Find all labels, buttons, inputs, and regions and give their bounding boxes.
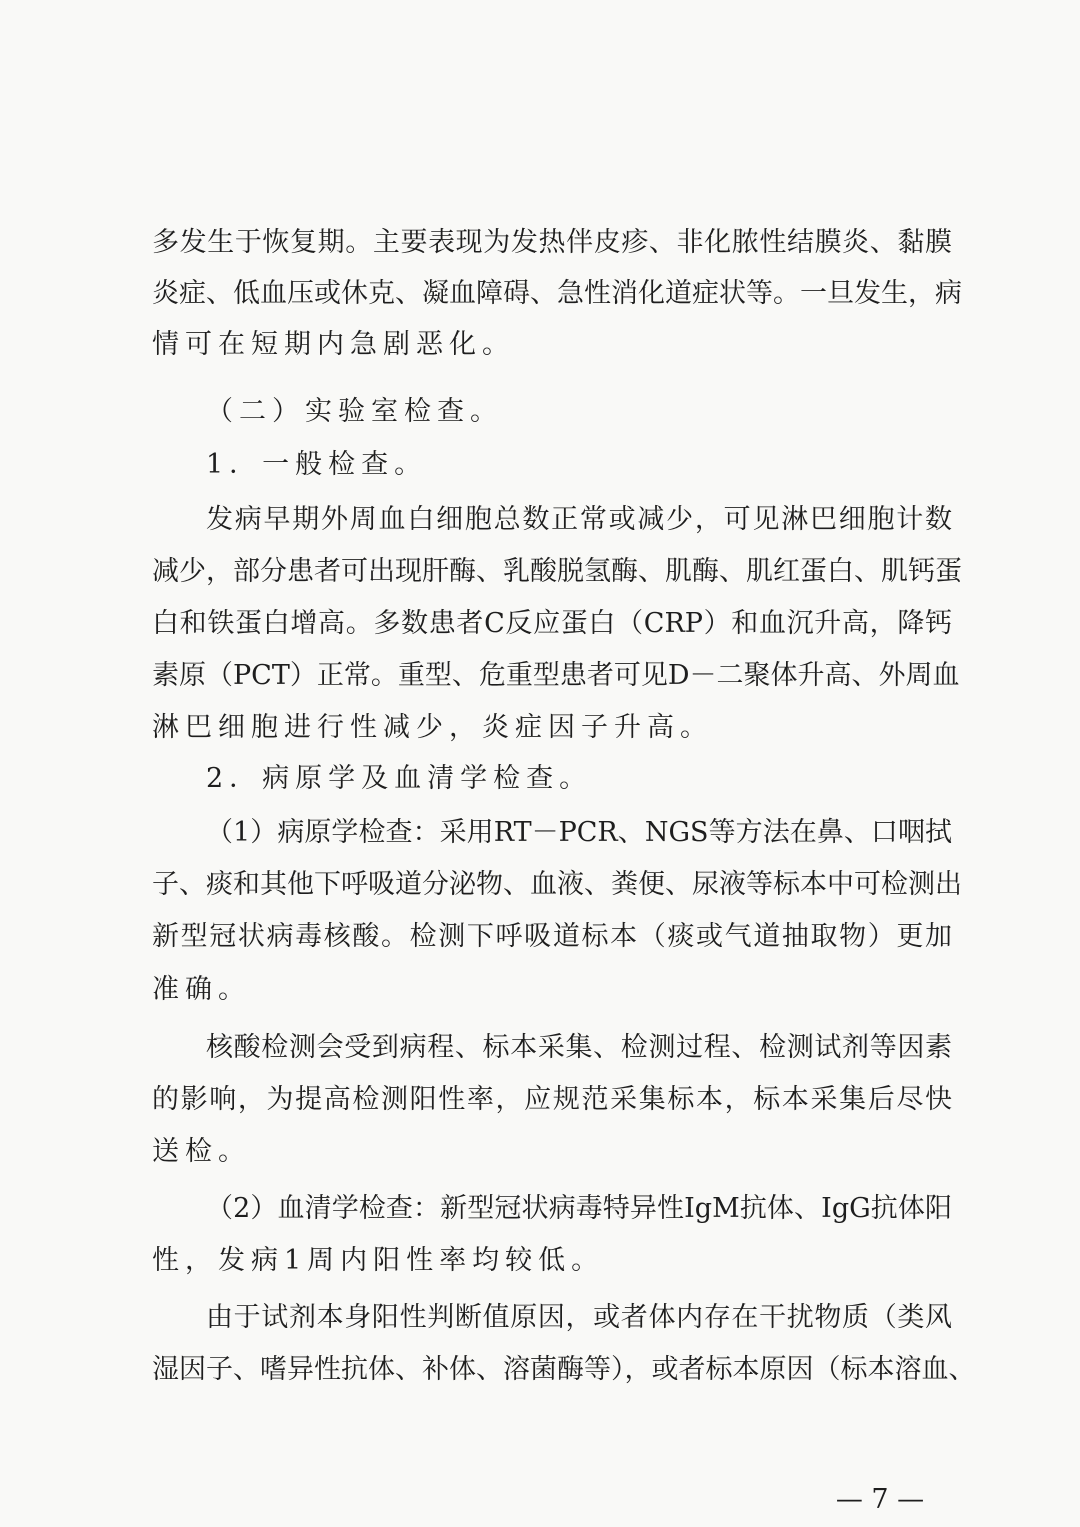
section-heading: （二）实验室检查。	[206, 396, 503, 427]
text-line: 子、痰和其他下呼吸道分泌物、血液、粪便、尿液等标本中可检测出	[152, 869, 962, 900]
page-number: — 7 —	[835, 1484, 925, 1515]
text-line: 性，发病1周内阳性率均较低。	[152, 1245, 605, 1276]
text-line: 发病早期外周血白细胞总数正常或减少，可见淋巴细胞计数	[206, 504, 952, 535]
text-line: 减少，部分患者可出现肝酶、乳酸脱氢酶、肌酶、肌红蛋白、肌钙蛋	[152, 556, 962, 587]
text-line: 的影响，为提高检测阳性率，应规范采集标本，标本采集后尽快	[152, 1084, 952, 1115]
text-line: 湿因子、嗜异性抗体、补体、溶菌酶等），或者标本原因（标本溶血、	[152, 1354, 976, 1385]
text-line: 核酸检测会受到病程、标本采集、检测过程、检测试剂等因素	[206, 1032, 952, 1063]
text-line: 情可在短期内急剧恶化。	[152, 329, 515, 360]
text-line: （1）病原学检查：采用RT－PCR、NGS等方法在鼻、口咽拭	[206, 817, 952, 848]
text-line: 多发生于恢复期。主要表现为发热伴皮疹、非化脓性结膜炎、黏膜	[152, 227, 952, 258]
text-line: 由于试剂本身阳性判断值原因，或者体内存在干扰物质（类风	[206, 1302, 952, 1333]
text-line: 素原（PCT）正常。重型、危重型患者可见D－二聚体升高、外周血	[152, 660, 960, 691]
text-line: 白和铁蛋白增高。多数患者C反应蛋白（CRP）和血沉升高，降钙	[152, 608, 952, 639]
text-line: 送检。	[152, 1136, 251, 1167]
subsection-heading: 1．一般检查。	[206, 449, 428, 480]
text-line: 淋巴细胞进行性减少，炎症因子升高。	[152, 712, 713, 743]
text-line: 新型冠状病毒核酸。检测下呼吸道标本（痰或气道抽取物）更加	[152, 921, 952, 952]
text-line: 准确。	[152, 974, 251, 1005]
text-line: 炎症、低血压或休克、凝血障碍、急性消化道症状等。一旦发生，病	[152, 278, 962, 309]
text-line: （2）血清学检查：新型冠状病毒特异性IgM抗体、IgG抗体阳	[206, 1193, 952, 1224]
subsection-heading: 2．病原学及血清学检查。	[206, 763, 593, 794]
